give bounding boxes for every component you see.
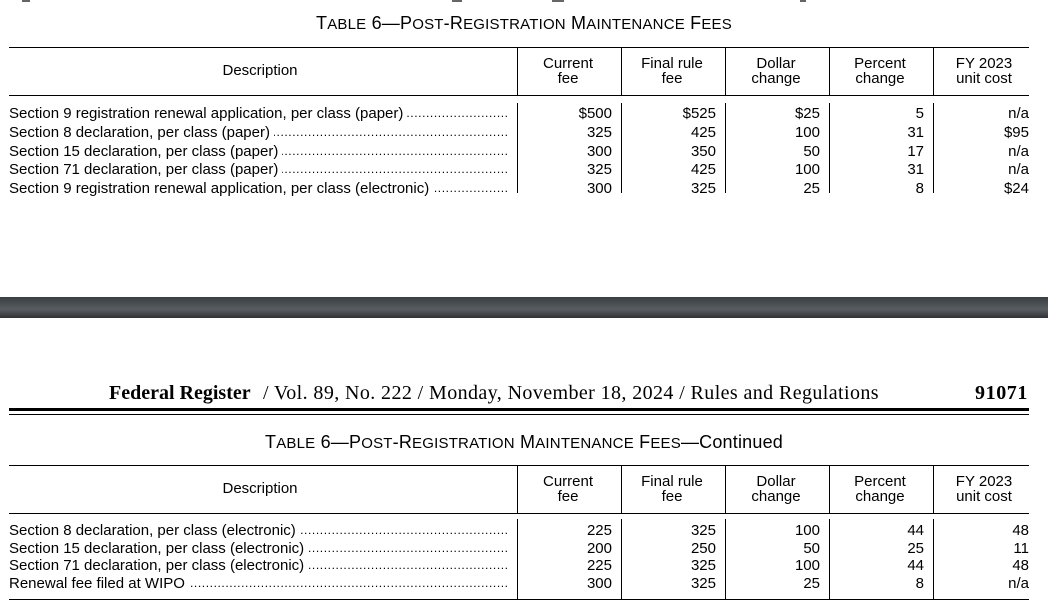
- column-header-dollar-change: Dollar change: [751, 55, 801, 87]
- column-divider: [725, 47, 726, 95]
- table-title: TABLE 6—POST-REGISTRATION MAINTENANCE FEES: [316, 13, 732, 33]
- table-cell: 300: [586, 180, 612, 197]
- page-number: 91071: [975, 382, 1028, 404]
- header-thin-rule: [9, 414, 1029, 415]
- column-divider: [933, 47, 934, 95]
- table-cell: 325: [690, 557, 716, 574]
- header-thick-rule: [9, 408, 1029, 411]
- table-cell: 225: [586, 522, 612, 539]
- table-cell: n/a: [1008, 143, 1029, 160]
- table-cell: 325: [690, 180, 716, 197]
- table-cell: 17: [907, 143, 924, 160]
- table-cell: 100: [794, 557, 820, 574]
- row-description: Section 71 declaration, per class (electronic) .....: [9, 556, 509, 575]
- column-header-final-rule-fee: Final rule fee: [641, 473, 703, 505]
- column-header-unit-cost: FY 2023 unit cost: [955, 473, 1013, 505]
- table-cell: 44: [907, 522, 924, 539]
- table-cell: 325: [586, 124, 612, 141]
- table-cell: 100: [794, 161, 820, 178]
- table-cell: $95: [1003, 124, 1029, 141]
- column-header-dollar-change: Dollar change: [751, 473, 801, 505]
- column-divider: [725, 465, 726, 513]
- table-cell: 300: [586, 575, 612, 592]
- table-cell: 350: [690, 143, 716, 160]
- row-description: Section 9 registration renewal application, per class (paper) .....: [9, 104, 509, 123]
- table-row: [0, 556, 1048, 575]
- table-cell: 250: [690, 540, 716, 557]
- table-row: [0, 179, 1048, 198]
- header-bottom-rule: [9, 95, 1029, 96]
- table-cell: $24: [1003, 180, 1029, 197]
- column-header-description: Description: [222, 480, 298, 497]
- row-description: Section 15 declaration, per class (paper) .....: [9, 142, 509, 161]
- table-cell: 100: [794, 522, 820, 539]
- table-bottom-rule: [9, 599, 1029, 600]
- table-row: [0, 123, 1048, 142]
- column-divider: [933, 465, 934, 513]
- table-cell: 50: [803, 540, 820, 557]
- table-cell: n/a: [1008, 575, 1029, 592]
- table-cell: 48: [1012, 522, 1029, 539]
- table-cell: $25: [794, 105, 820, 122]
- column-divider: [621, 47, 622, 95]
- table-cell: 31: [907, 161, 924, 178]
- issue-details: / Vol. 89, No. 222 / Monday, November 18, 2024 / Rules and Regulations: [263, 382, 879, 404]
- table-cell: 25: [803, 180, 820, 197]
- table-cell: 425: [690, 124, 716, 141]
- table-cell: 50: [803, 143, 820, 160]
- table-cell: 325: [690, 575, 716, 592]
- table-cell: 31: [907, 124, 924, 141]
- table-cell: 25: [907, 540, 924, 557]
- column-header-percent-change: Percent change: [854, 55, 906, 87]
- table-cell: 100: [794, 124, 820, 141]
- table-cell: 200: [586, 540, 612, 557]
- row-description: Section 15 declaration, per class (electronic) .....: [9, 539, 509, 558]
- table-row: [0, 521, 1048, 540]
- column-header-current-fee: Current fee: [542, 55, 594, 87]
- table-cell: n/a: [1008, 105, 1029, 122]
- federal-register-header: [0, 382, 1048, 404]
- table-cell: $500: [578, 105, 612, 122]
- table-top-rule: [9, 465, 1029, 466]
- row-description: Section 8 declaration, per class (paper) .....: [9, 123, 509, 142]
- table-cell: 425: [690, 161, 716, 178]
- table-cell: 44: [907, 557, 924, 574]
- page-top-fragment: [0, 0, 1048, 297]
- table-cell: n/a: [1008, 161, 1029, 178]
- table-cell: 48: [1012, 557, 1029, 574]
- column-header-description: Description: [222, 62, 298, 79]
- row-description: Section 71 declaration, per class (paper) .....: [9, 160, 509, 179]
- column-header-percent-change: Percent change: [854, 473, 906, 505]
- table-title-continued: TABLE 6—POST-REGISTRATION MAINTENANCE FEES—Continued: [264, 432, 784, 452]
- publication-name: Federal Register: [109, 382, 251, 404]
- row-description: Renewal fee filed at WIPO .....: [9, 574, 509, 593]
- table-cell: 325: [690, 522, 716, 539]
- table-cell: $525: [682, 105, 716, 122]
- column-header-final-rule-fee: Final rule fee: [641, 55, 703, 87]
- table-row: [0, 142, 1048, 161]
- row-description: Section 8 declaration, per class (electronic) .....: [9, 521, 509, 540]
- table-row: [0, 574, 1048, 593]
- table-cell: 225: [586, 557, 612, 574]
- table-cell: 300: [586, 143, 612, 160]
- clipped-text-marks: [0, 0, 1048, 4]
- table-row: [0, 104, 1048, 123]
- page-separator: [0, 297, 1048, 318]
- table-row: [0, 160, 1048, 179]
- column-header-current-fee: Current fee: [542, 473, 594, 505]
- table-cell: 5: [915, 105, 924, 122]
- table-cell: 25: [803, 575, 820, 592]
- table-cell: 11: [1013, 540, 1029, 557]
- table-cell: 8: [915, 180, 924, 197]
- column-divider: [517, 47, 518, 95]
- column-divider: [829, 465, 830, 513]
- row-description: Section 9 registration renewal application, per class (electronic) .....: [9, 179, 509, 198]
- column-header-unit-cost: FY 2023 unit cost: [955, 55, 1013, 87]
- table-cell: 325: [586, 161, 612, 178]
- column-divider: [621, 465, 622, 513]
- column-divider: [517, 465, 518, 513]
- table-cell: 8: [915, 575, 924, 592]
- header-bottom-rule: [9, 513, 1029, 514]
- column-divider: [829, 47, 830, 95]
- table-top-rule: [9, 47, 1029, 48]
